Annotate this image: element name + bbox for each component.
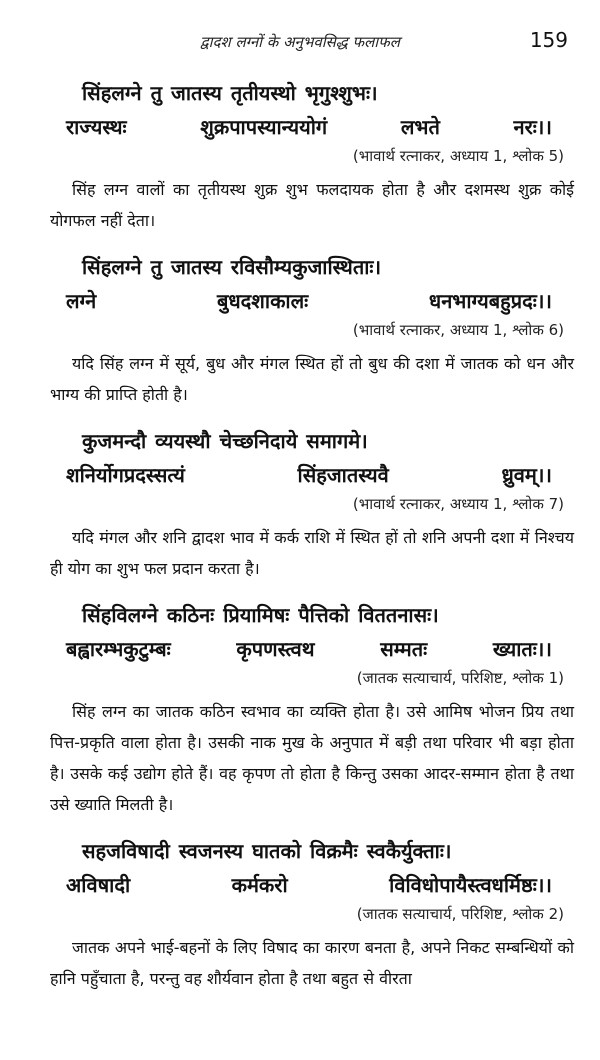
- verse-word: राज्यस्थः: [66, 115, 127, 139]
- verse-word: पैत्तिको: [298, 603, 350, 627]
- verse-word: बुधदशाकालः: [216, 289, 309, 313]
- hindi-commentary-paragraph: यदि सिंह लग्न में सूर्य, बुध और मंगल स्थित हों तो बुध की दशा में जातक को धन और भाग्य की प्राप्ति होती है।: [50, 354, 574, 404]
- hindi-commentary-paragraph: सिंह लग्न का जातक कठिन स्वभाव का व्यक्ति होता है। उसे आमिष भोजन प्रिय तथा पित्त-प्रकृति वाला होता है। उसकी नाक मुख के अनुपात में बड़ी तथा परिवार भी बड़ा होता है। उसके कई उद्योग होते हैं। वह कृपण तो होता है किन्तु उसका आदर-सम्मान होता है तथा उसे ख्याति मिलती है।: [50, 702, 574, 814]
- verse-word: कर्मकरो: [231, 873, 288, 897]
- verse-line1: [50, 834, 574, 868]
- shloka-verse: [50, 598, 574, 666]
- verse-line2: [50, 284, 574, 318]
- verse-line1: [50, 424, 574, 458]
- verse-word: चेच्छनिदाये: [219, 429, 298, 453]
- verse-word: सहजविषादी: [82, 839, 170, 863]
- verse-source-citation: (जातक सत्याचार्य, परिशिष्ट, श्लोक 1): [356, 669, 564, 687]
- verse-word: विविधोपायैस्त्वधर्मिष्ठः।।: [389, 873, 552, 897]
- verse-word: सिंहलग्ने: [82, 255, 142, 279]
- shloka-verse: [50, 424, 574, 492]
- verse-line2: [50, 110, 574, 144]
- verse-word: बह्वारम्भकुटुम्बः: [66, 637, 171, 661]
- verse-word: लग्ने: [66, 289, 97, 313]
- verse-word: सिंहविलग्ने: [82, 603, 158, 627]
- verse-word: भृगुश्शुभः।: [304, 81, 378, 105]
- verse-word: जातस्य: [171, 81, 222, 105]
- verse-word: सिंहलग्ने: [82, 81, 142, 105]
- verse-word: स्वजनस्य: [178, 839, 244, 863]
- verse-line2: [50, 458, 574, 492]
- verse-word: घातको: [252, 839, 302, 863]
- verse-word: लभते: [400, 115, 440, 139]
- verse-word: कृपणस्त्वथ: [236, 637, 315, 661]
- sections-container: [50, 76, 574, 994]
- verse-word: नरः।।: [513, 115, 552, 139]
- verse-line1: [50, 76, 574, 110]
- verse-source-citation: (जातक सत्याचार्य, परिशिष्ट, श्लोक 2): [356, 905, 564, 923]
- verse-word: तु: [150, 255, 163, 279]
- verse-word: तृतीयस्थो: [230, 81, 296, 105]
- hindi-commentary-paragraph: जातक अपने भाई-बहनों के लिए विषाद का कारण बनता है, अपने निकट सम्बन्धियों को हानि पहुँचाता है, परन्तु वह शौर्यवान होता है तथा बहुत से वीरता: [50, 938, 574, 988]
- verse-source-citation: (भावार्थ रत्नाकर, अध्याय 1, श्लोक 7): [352, 495, 564, 513]
- verse-word: स्वकैर्युक्ताः।: [366, 839, 452, 863]
- running-head: [50, 28, 574, 62]
- verse-line2: [50, 868, 574, 902]
- verse-line1: [50, 598, 574, 632]
- verse-word: शुक्रपापस्यान्ययोगं: [200, 115, 328, 139]
- verse-word: कठिनः: [166, 603, 215, 627]
- shloka-verse: [50, 834, 574, 902]
- verse-word: रविसौम्यकुजास्थिताः।: [230, 255, 382, 279]
- verse-word: तु: [150, 81, 163, 105]
- verse-word: ध्रुवम्।।: [501, 463, 552, 487]
- verse-line1: [50, 250, 574, 284]
- verse-word: जातस्य: [171, 255, 222, 279]
- verse-word: सम्मतः: [380, 637, 428, 661]
- page-number: 159: [529, 28, 568, 52]
- verse-word: विततनासः।: [358, 603, 439, 627]
- verse-line2: [50, 632, 574, 666]
- verse-word: धनभाग्यबहुप्रदः।।: [428, 289, 552, 313]
- verse-word: समागमे।: [306, 429, 368, 453]
- verse-word: ख्यातः।।: [492, 637, 552, 661]
- shloka-verse: [50, 76, 574, 144]
- hindi-commentary-paragraph: यदि मंगल और शनि द्वादश भाव में कर्क राशि में स्थित हों तो शनि अपनी दशा में निश्चय ही योग का शुभ फल प्रदान करता है।: [50, 528, 574, 578]
- verse-word: विक्रमैः: [310, 839, 358, 863]
- verse-word: कुजमन्दौ: [82, 429, 147, 453]
- verse-word: सिंहजातस्यवै: [297, 463, 389, 487]
- hindi-commentary-paragraph: सिंह लग्न वालों का तृतीयस्थ शुक्र शुभ फलदायक होता है और दशमस्थ शुक्र कोई योगफल नहीं देता।: [50, 180, 574, 230]
- running-title: द्वादश लग्नों के अनुभवसिद्ध फलाफल: [200, 33, 400, 51]
- verse-word: व्ययस्थौ: [155, 429, 211, 453]
- verse-word: शनिर्योगप्रदस्सत्यं: [66, 463, 185, 487]
- verse-word: प्रियामिषः: [223, 603, 290, 627]
- verse-source-citation: (भावार्थ रत्नाकर, अध्याय 1, श्लोक 6): [352, 321, 564, 339]
- shloka-verse: [50, 250, 574, 318]
- verse-word: अविषादी: [66, 873, 131, 897]
- verse-source-citation: (भावार्थ रत्नाकर, अध्याय 1, श्लोक 5): [352, 147, 564, 165]
